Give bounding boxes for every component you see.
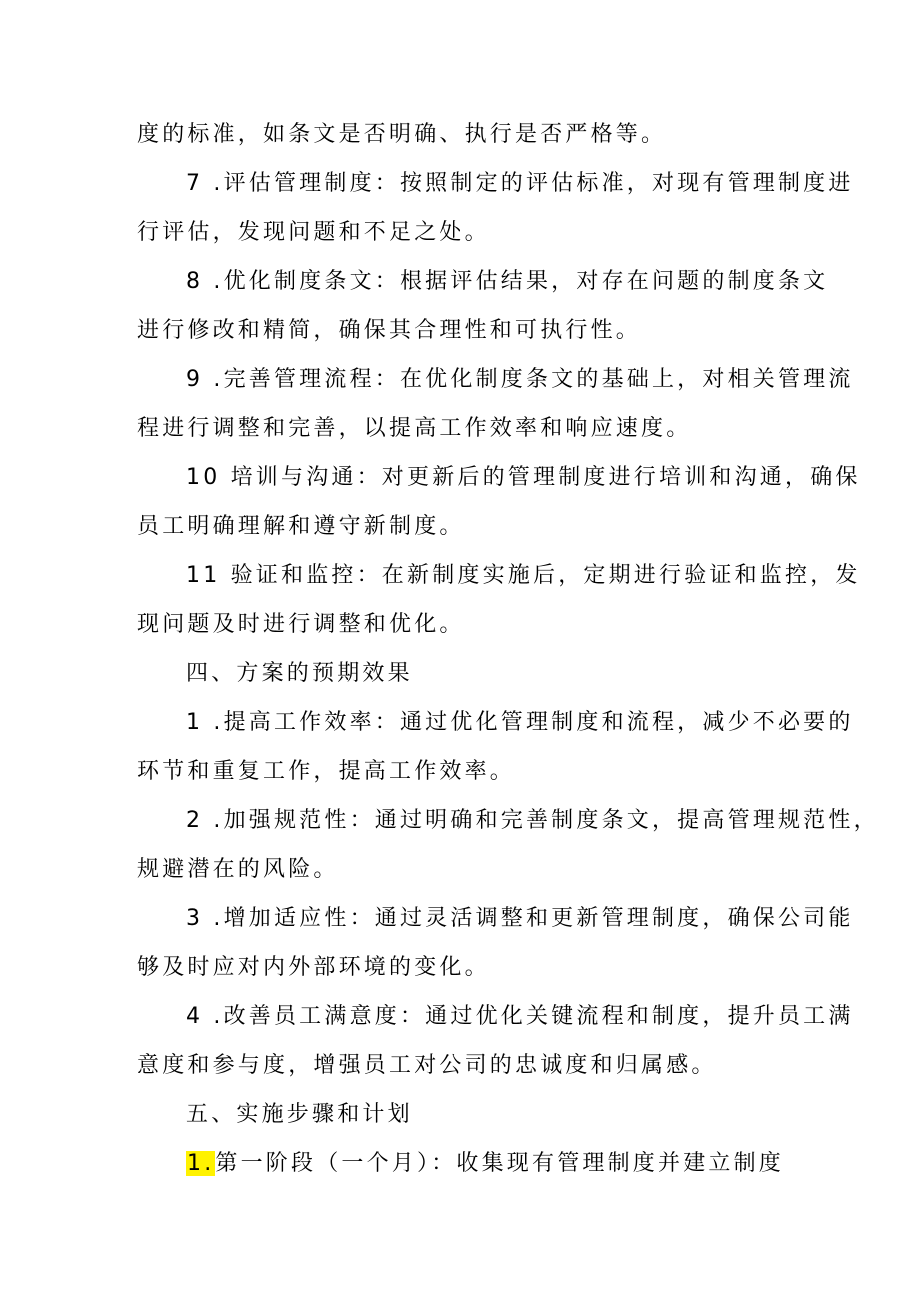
list-item-9-line-1: 9 .完善管理流程：在优化制度条文的基础上，对相关管理流 — [186, 367, 854, 392]
effect-item-1-line-1: 1 .提高工作效率：通过优化管理制度和流程，减少不必要的 — [186, 710, 854, 735]
effect-item-4-line-2: 意度和参与度，增强员工对公司的忠诚度和归属感。 — [137, 1053, 717, 1078]
highlighted-number: 1. — [187, 1151, 215, 1176]
list-item-9-line-2: 程进行调整和完善，以提高工作效率和响应速度。 — [137, 416, 692, 441]
list-item-7-line-1: 7 .评估管理制度：按照制定的评估标准，对现有管理制度进 — [186, 171, 854, 196]
step-item-1 — [186, 1147, 784, 1181]
effect-item-1-line-2: 环节和重复工作，提高工作效率。 — [137, 759, 516, 784]
effect-item-2-line-1: 2 .加强规范性：通过明确和完善制度条文，提高管理规范性， — [186, 808, 879, 833]
section-heading-5: 五、实施步骤和计划 — [186, 1102, 413, 1127]
list-item-11-line-1: 11 验证和监控：在新制度实施后，定期进行验证和监控，发 — [186, 563, 861, 588]
list-item-8-line-2: 进行修改和精简，确保其合理性和可执行性。 — [137, 318, 642, 343]
section-heading-4: 四、方案的预期效果 — [186, 661, 413, 686]
effect-item-3-line-1: 3 .增加适应性：通过灵活调整和更新管理制度，确保公司能 — [186, 906, 854, 931]
effect-item-3-line-2: 够及时应对内外部环境的变化。 — [137, 955, 490, 980]
effect-item-2-line-2: 规避潜在的风险。 — [137, 857, 339, 882]
list-item-10-line-1: 10 培训与沟通：对更新后的管理制度进行培训和沟通，确保 — [186, 465, 861, 490]
list-item-7-line-2: 行评估，发现问题和不足之处。 — [137, 220, 490, 245]
list-item-10-line-2: 员工明确理解和遵守新制度。 — [137, 514, 465, 539]
step-item-1-text: 第一阶段（一个月）：收集现有管理制度并建立制度 — [215, 1151, 784, 1176]
list-item-8-line-1: 8 .优化制度条文：根据评估结果，对存在问题的制度条文 — [186, 269, 829, 294]
effect-item-4-line-1: 4 .改善员工满意度：通过优化关键流程和制度，提升员工满 — [186, 1004, 854, 1029]
list-item-11-line-2: 现问题及时进行调整和优化。 — [137, 612, 465, 637]
paragraph-line: 度的标准，如条文是否明确、执行是否严格等。 — [137, 122, 667, 147]
